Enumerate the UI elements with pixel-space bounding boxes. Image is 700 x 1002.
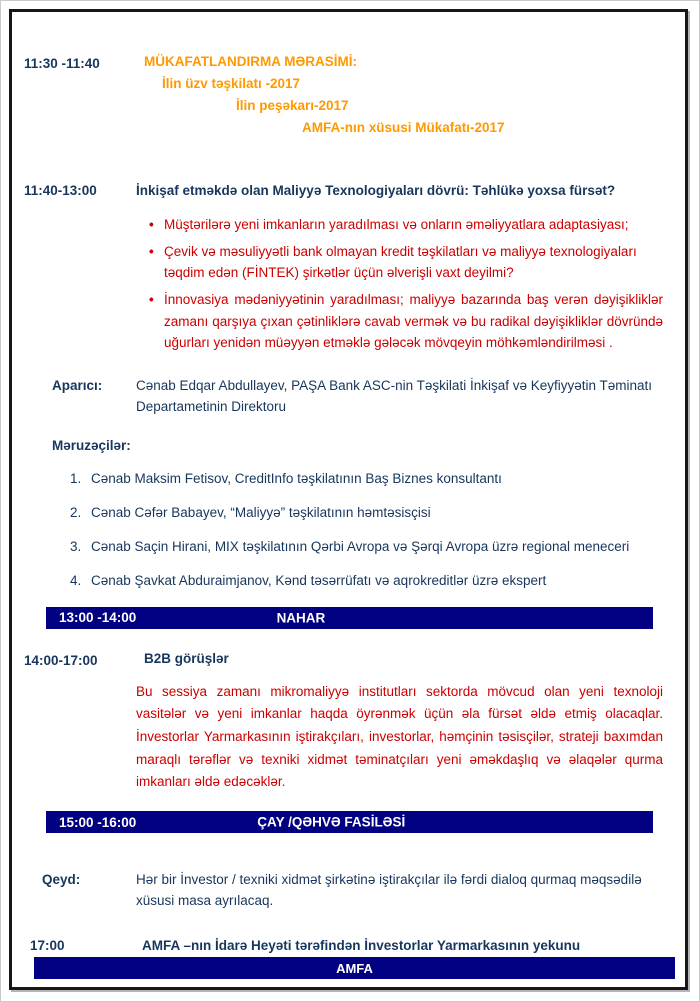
speaker-text: Cənab Maksim Fetisov, CreditInfo təşkilatının Baş Biznes konsultantı — [91, 470, 502, 486]
speaker-number: 2. — [70, 504, 82, 520]
moderator-label: Aparıcı: — [52, 377, 103, 393]
speakers-label: Məruzəçilər: — [52, 437, 131, 453]
note-text: Hər bir İnvestor / texniki xidmət şirkətinə iştirakçılar ilə fərdi dialoq qurmaq məqsədilə xüsusi masa ayrılacaq. — [136, 872, 642, 908]
moderator-text: Cənab Edqar Abdullayev, PAŞA Bank ASC-nin Təşkilati İnkişaf və Keyfiyyətin Təminatı Departametinin Direktoru — [136, 377, 653, 414]
note-label: Qeyd: — [42, 872, 81, 888]
moderator-row — [24, 376, 663, 418]
b2b-content — [136, 651, 663, 794]
award-title: MÜKAFATLANDIRMA MƏRASİMİ: — [144, 54, 358, 69]
speaker-number: 1. — [70, 470, 82, 486]
award-time: 11:30 -11:40 — [24, 56, 100, 71]
award-line-member-org: İlin üzv təşkilatı -2017 — [162, 76, 301, 91]
b2b-title: B2B görüşlər — [144, 650, 229, 666]
speaker-number: 4. — [70, 573, 82, 589]
page-frame — [9, 9, 688, 990]
lunch-break-bar — [46, 607, 653, 629]
closing-row — [24, 936, 663, 956]
lunch-label: NAHAR — [276, 610, 326, 626]
fintech-bullet-3: • İnnovasiya mədəniyyətinin yaradılması; maliyyə bazarında baş verən dəyişikliklər zamanı qarşıya çıxan çətinliklərə cavab vermək və bu radikal dəyişikliklər dövründə uğurları yenidən müəyyən etməklə gələcək mövqeyin möhkəmləndirilməsi . — [164, 289, 663, 354]
fintech-bullet-list — [136, 214, 663, 354]
speaker-item — [70, 537, 663, 557]
b2b-description: Bu sessiya zamanı mikromaliyyə institutları sektorda mövcud olan yeni texnoloji vasitələr və yeni imkanlar haqda öyrənmək üçün əla fürsət əldə etmiş olacaqlar. İnvestorlar Yarmarkasının iştirakçıları, investorlar, həmçinin təsisçilər, strateji baxımdan maraqlı tərəflər və texniki xidmət təminatçıları yeni əməkdaşlıq və əlaqələr qurma imkanları əldə edəcəklər. — [136, 683, 663, 790]
fintech-bullet-1: • Müştərilərə yeni imkanların yaradılması və onların əməliyyatlara adaptasiyası; — [164, 214, 663, 236]
note-row — [24, 870, 663, 912]
fintech-time: 11:40-13:00 — [24, 183, 97, 198]
speaker-item — [70, 503, 663, 523]
closing-time: 17:00 — [30, 937, 65, 953]
lunch-time: 13:00 -14:00 — [59, 610, 137, 626]
speaker-number: 3. — [70, 539, 82, 555]
b2b-time: 14:00-17:00 — [24, 652, 98, 668]
speaker-text: Cənab Cəfər Babayev, “Maliyyə” təşkilatının həmtəsisçisi — [91, 504, 431, 520]
footer-amfa-label: AMFA — [336, 960, 373, 976]
footer-amfa-bar — [34, 957, 675, 979]
closing-text: AMFA –nın İdarə Heyəti tərəfindən İnvestorlar Yarmarkasının yekunu — [142, 937, 581, 953]
fintech-session-title: İnkişaf etməkdə olan Maliyyə Texnologiyaları dövrü: Təhlükə yoxsa fürsət? — [136, 183, 616, 198]
section-award-ceremony — [24, 54, 663, 135]
tea-label: ÇAY /QƏHVƏ FASİLƏSİ — [257, 814, 406, 830]
speaker-item — [70, 469, 663, 489]
tea-break-bar — [46, 811, 653, 833]
speaker-text: Cənab Saçin Hirani, MIX təşkilatının Qərbi Avropa və Şərqi Avropa üzrə regional meneceri — [91, 539, 630, 555]
section-b2b-meetings — [24, 651, 663, 794]
fintech-content — [136, 181, 663, 359]
tea-time: 15:00 -16:00 — [59, 814, 137, 830]
speakers-list — [24, 469, 663, 592]
section-fintech-session — [24, 181, 663, 359]
award-line-special-award: AMFA-nın xüsusi Mükafatı-2017 — [302, 120, 505, 135]
award-content — [136, 54, 663, 135]
award-line-professional: İlin peşəkarı-2017 — [236, 98, 349, 113]
fintech-bullet-2: • Çevik və məsuliyyətli bank olmayan kredit təşkilatları və maliyyə texnologiyaları təqdim edən (FİNTEK) şirkətlər üçün əlverişli vaxt deyilmi? — [164, 241, 663, 284]
speaker-text: Cənab Şavkat Abduraimjanov, Kənd təsərrüfatı və aqrokreditlər üzrə ekspert — [91, 573, 547, 589]
speaker-item — [70, 571, 663, 591]
